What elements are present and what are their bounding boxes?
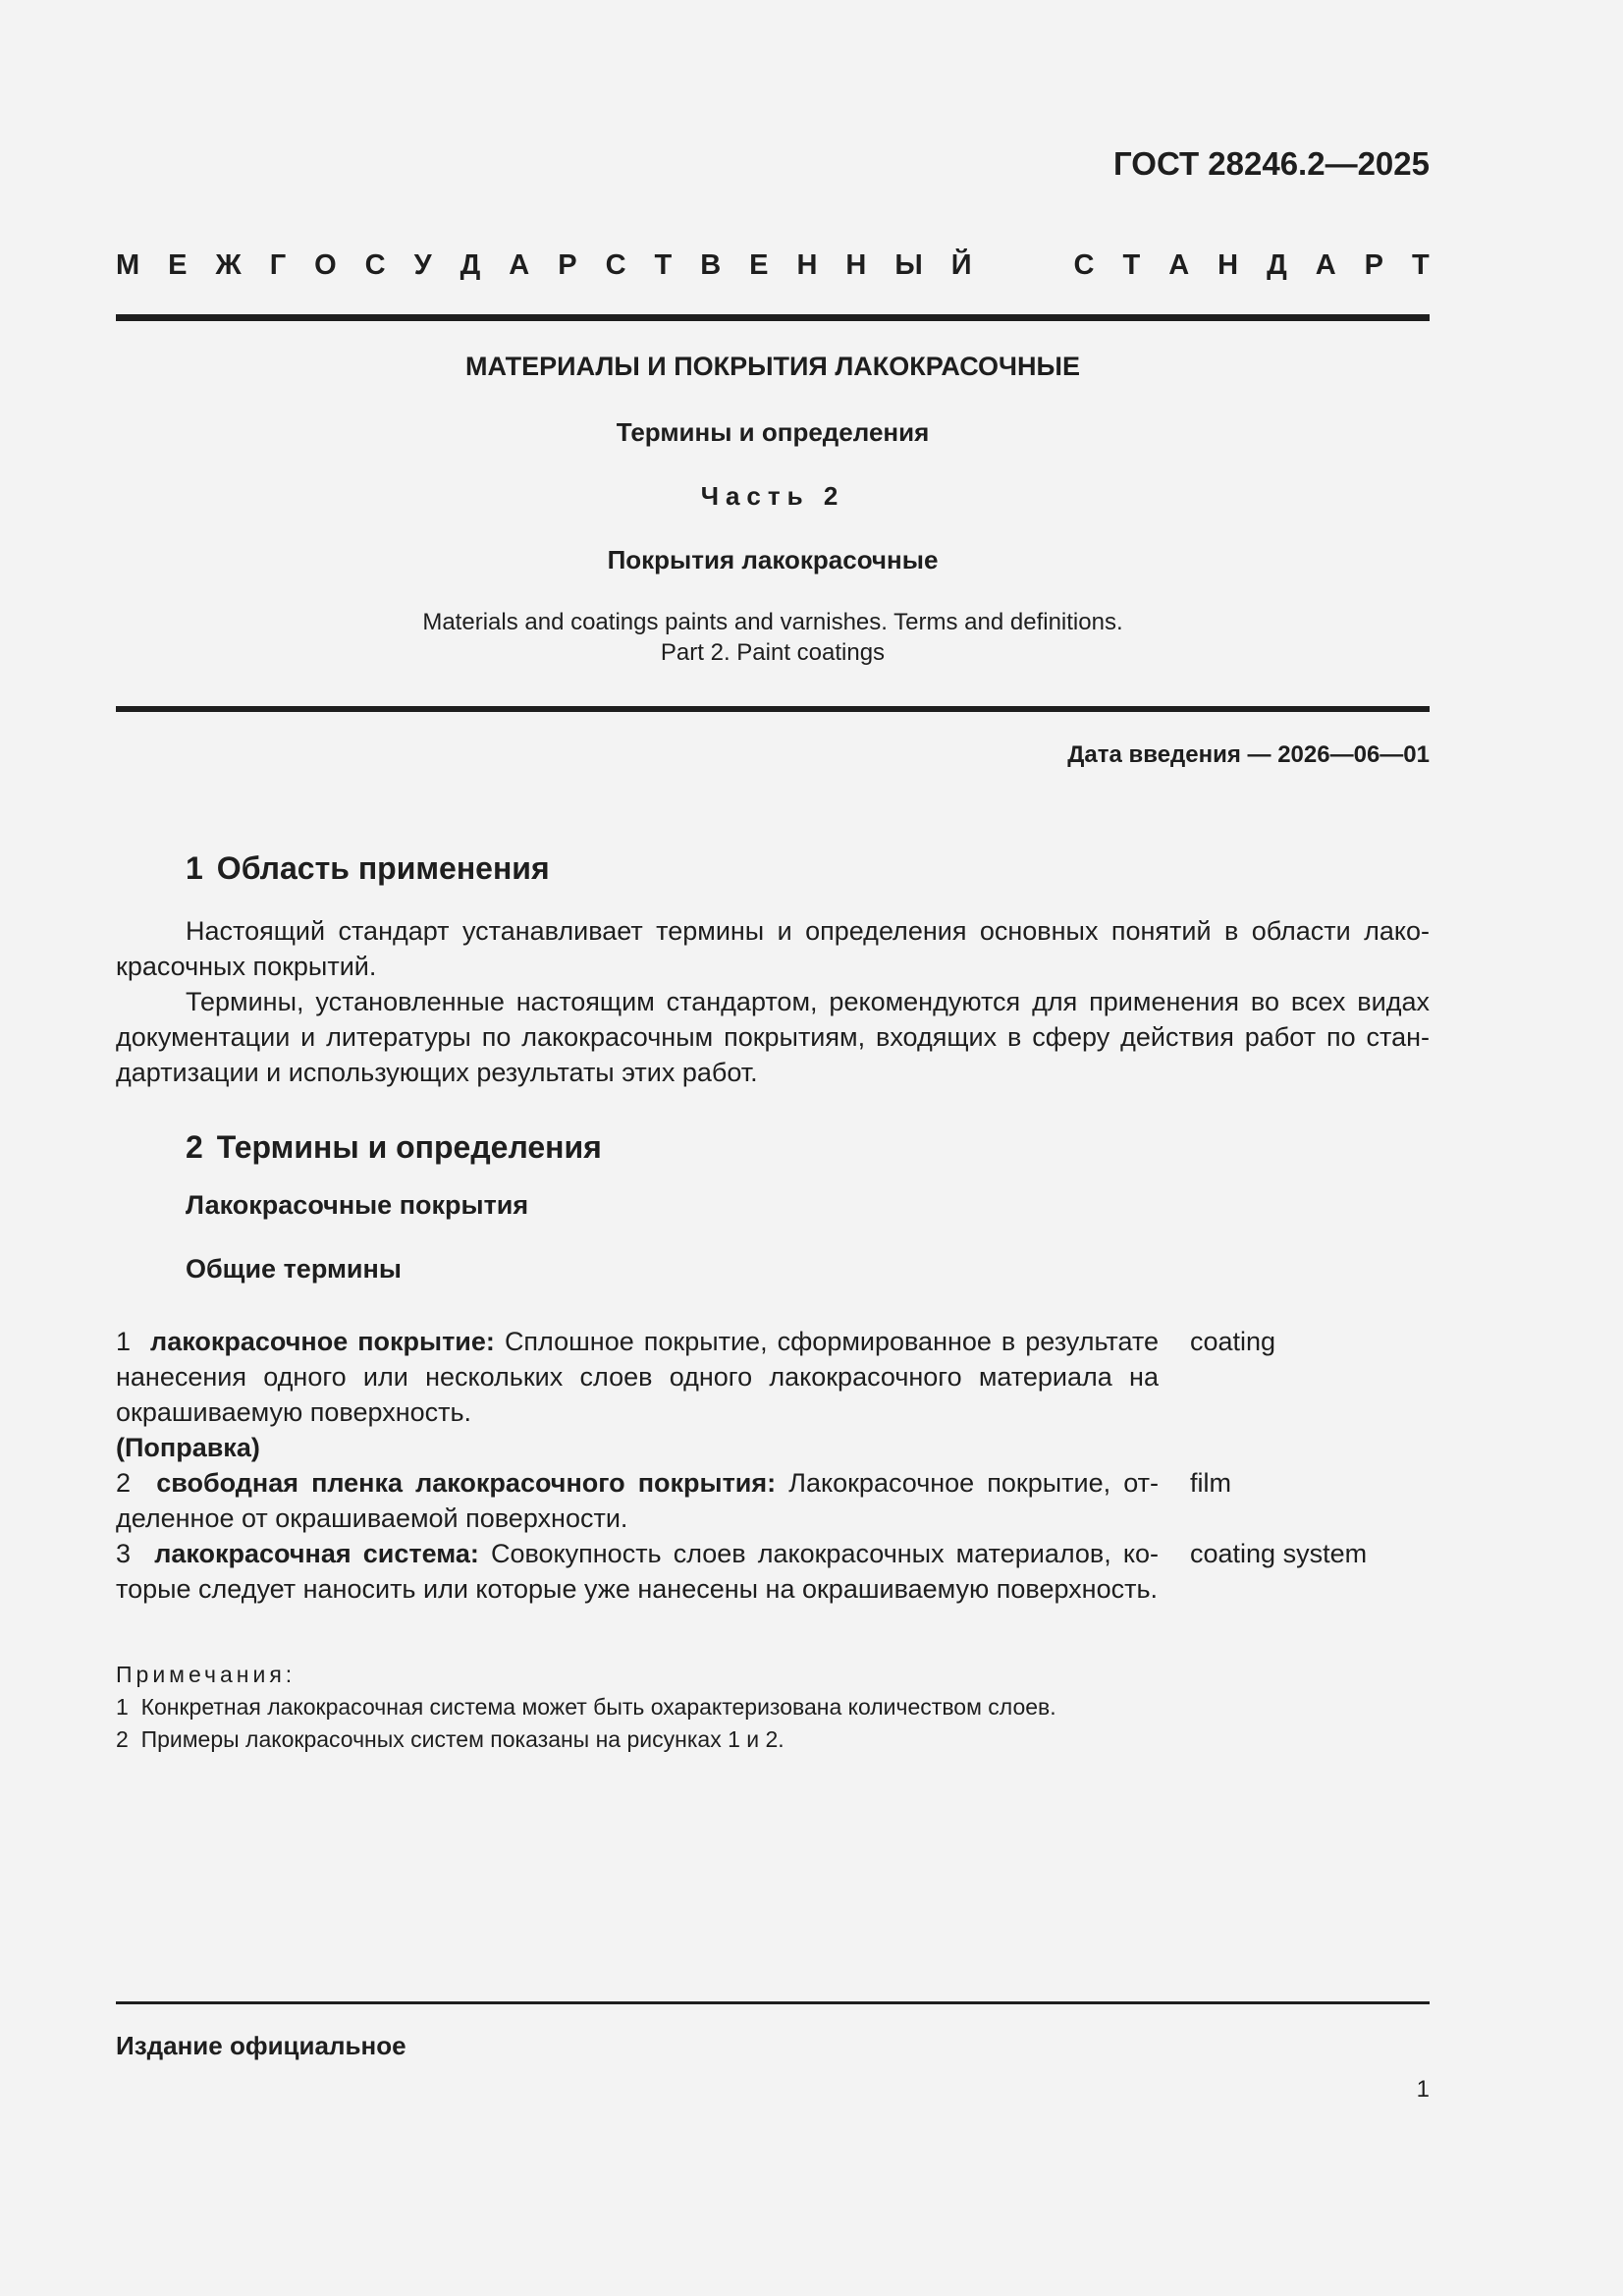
part-title: Покрытия лакокрасочные bbox=[607, 545, 939, 574]
note-item-1: 1 Конкретная лакокрасочная система может быть охарактеризована количеством слоев. bbox=[116, 1694, 1056, 1720]
standard-letter: С bbox=[1073, 249, 1095, 281]
standard-letter: Н bbox=[1217, 249, 1239, 281]
term-name: свободная пленка лакокрасочного покрытия: bbox=[156, 1468, 777, 1498]
term-name: лакокрасочная система: bbox=[154, 1539, 479, 1568]
term-entry-2 bbox=[116, 1465, 1430, 1536]
document-page bbox=[116, 0, 1430, 2296]
subheading-general-terms: Общие термины bbox=[186, 1254, 402, 1284]
amendment-note: (Поправка) bbox=[116, 1433, 260, 1462]
interstate-letter: Г bbox=[269, 249, 287, 281]
english-title bbox=[116, 607, 1430, 668]
term-english-equivalent: coating system bbox=[1190, 1539, 1368, 1568]
term-number: 1 bbox=[116, 1327, 132, 1356]
interstate-letter: С bbox=[605, 249, 626, 281]
english-title-line-2: Part 2. Paint coatings bbox=[660, 639, 886, 666]
section-1-number: 1 bbox=[186, 850, 203, 886]
interstate-letter: О bbox=[314, 249, 337, 281]
interstate-letter: Ы bbox=[894, 249, 923, 281]
standard-letter: А bbox=[1168, 249, 1190, 281]
interstate-standard-heading bbox=[116, 249, 1430, 282]
section-2-heading bbox=[186, 1129, 602, 1166]
section-1-body bbox=[116, 913, 1430, 1090]
interstate-letter: Т bbox=[654, 249, 673, 281]
term-name: лакокрасочное покрытие: bbox=[150, 1327, 495, 1356]
section-1-paragraph-1: Настоящий стандарт устанавливает термины и определения основных понятий в области лакокрасочных покрытий. bbox=[116, 916, 1430, 981]
note-item-2: 2 Примеры лакокрасочных систем показаны на рисунках 1 и 2. bbox=[116, 1726, 784, 1752]
document-subtitle: Термины и определения bbox=[616, 417, 930, 447]
word-gap bbox=[1001, 249, 1046, 282]
standard-letter: Т bbox=[1411, 249, 1430, 281]
term-number: 3 bbox=[116, 1539, 132, 1568]
document-title: МАТЕРИАЛЫ И ПОКРЫТИЯ ЛАКОКРАСОЧНЫЕ bbox=[465, 352, 1080, 381]
section-1-paragraph-2: Термины, установленные настоящим стандартом, рекомендуются для применения во всех видах документации и литературы по лакокрасочным покрытиям, входящих в сферу действия работ по стандартизации и использующих результаты этих работ. bbox=[116, 987, 1430, 1087]
interstate-letter: А bbox=[509, 249, 530, 281]
interstate-letter: Н bbox=[796, 249, 818, 281]
term-number: 2 bbox=[116, 1468, 132, 1498]
interstate-letter: Ж bbox=[215, 249, 242, 281]
notes-block bbox=[116, 1659, 1430, 1756]
interstate-letter: Н bbox=[845, 249, 867, 281]
header-rule bbox=[116, 314, 1430, 321]
standard-letter: Р bbox=[1364, 249, 1383, 281]
interstate-letter: Р bbox=[558, 249, 577, 281]
term-definition: Совокупность слоев лакокрасочных материалов, которые следует наносить или которые уже нанесены на окрашиваемую поверхность. bbox=[116, 1539, 1159, 1604]
standard-letter: Т bbox=[1122, 249, 1141, 281]
section-1-heading bbox=[186, 850, 550, 887]
interstate-letter: У bbox=[413, 249, 432, 281]
interstate-letter: М bbox=[116, 249, 140, 281]
term-english-equivalent: film bbox=[1190, 1468, 1231, 1498]
section-1-title: Область применения bbox=[216, 850, 550, 886]
page-number: 1 bbox=[1416, 2076, 1430, 2103]
interstate-letter: С bbox=[364, 249, 386, 281]
section-2-title: Термины и определения bbox=[216, 1129, 602, 1165]
term-entry-3 bbox=[116, 1536, 1430, 1607]
english-title-line-1: Materials and coatings paints and varnishes. Terms and definitions. bbox=[422, 609, 1123, 635]
footer-rule bbox=[116, 2001, 1430, 2004]
term-definition: Лакокрасочное покрытие, отделенное от окрашиваемой поверхности. bbox=[116, 1468, 1159, 1533]
interstate-letter: Й bbox=[950, 249, 972, 281]
introduction-date: Дата введения — 2026—06—01 bbox=[1067, 741, 1430, 768]
term-entry-1 bbox=[116, 1324, 1430, 1465]
title-rule bbox=[116, 706, 1430, 712]
interstate-letter: Е bbox=[168, 249, 188, 281]
document-number: ГОСТ 28246.2—2025 bbox=[1113, 145, 1430, 182]
notes-heading: Примечания: bbox=[116, 1662, 297, 1687]
interstate-letter: В bbox=[700, 249, 722, 281]
standard-letter: А bbox=[1315, 249, 1336, 281]
term-definition: Сплошное покрытие, сформированное в результате нанесения одного или нескольких слоев одного лакокрасочного материала на окрашиваемую поверхность. bbox=[116, 1327, 1159, 1427]
section-2-number: 2 bbox=[186, 1129, 203, 1165]
interstate-letter: Е bbox=[749, 249, 769, 281]
term-english-equivalent: coating bbox=[1190, 1327, 1276, 1356]
interstate-letter: Д bbox=[460, 249, 481, 281]
official-edition-label: Издание официальное bbox=[116, 2031, 406, 2060]
terms-list bbox=[116, 1324, 1430, 1607]
standard-letter: Д bbox=[1267, 249, 1287, 281]
subheading-paint-coatings: Лакокрасочные покрытия bbox=[186, 1190, 529, 1220]
part-label: Часть 2 bbox=[700, 481, 845, 511]
